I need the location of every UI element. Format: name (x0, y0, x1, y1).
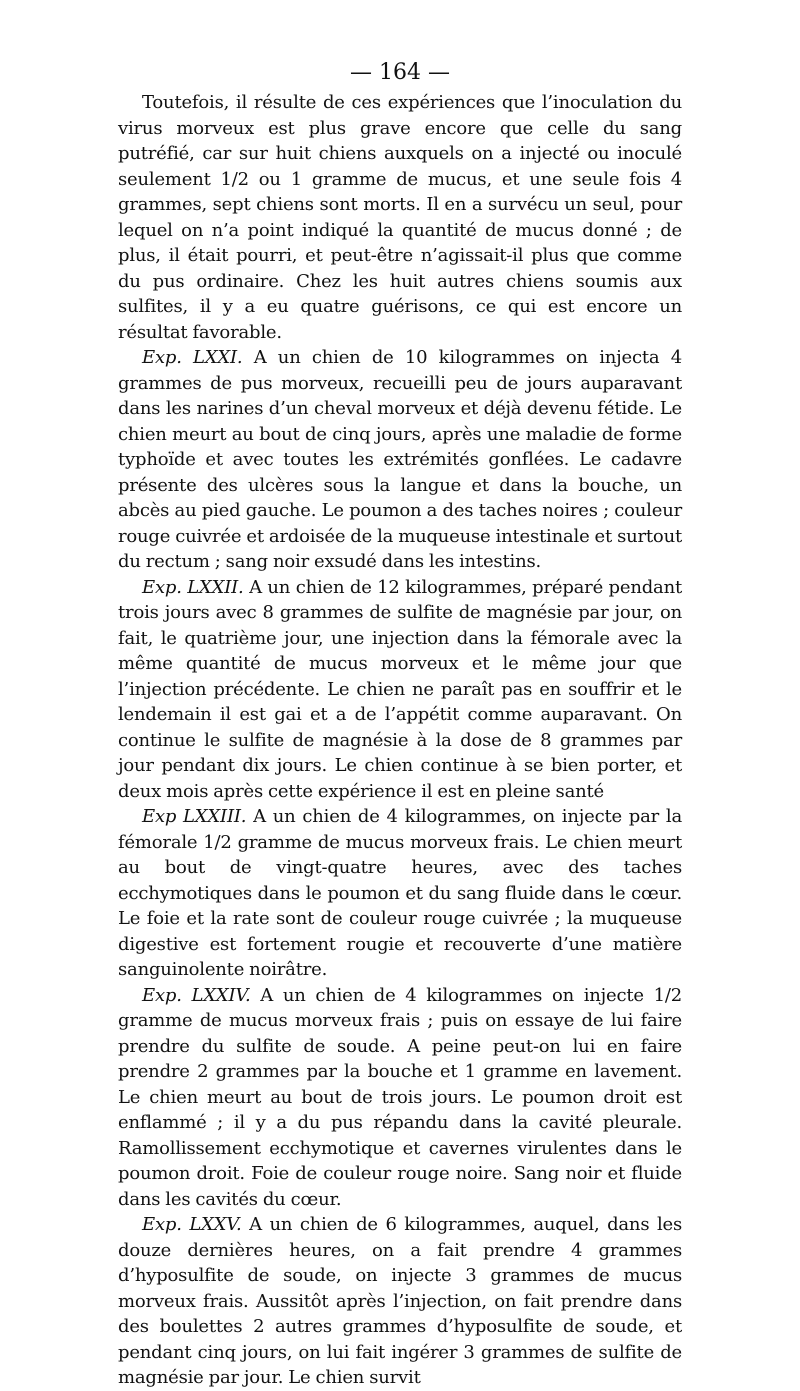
paragraph-text: A un chien de 4 kilogrammes, on injecte par la fémorale 1/2 gramme de mucus morveux frais. Le chien meurt au bout de vingt-quatre heures, avec des taches ecchymotiques dans le poumon et du sang fluide dans le cœur. Le foie et la rate sont de couleur rouge cuivrée ; la muqueuse digestive est fortement rougie et recouverte d’une matière sanguinolente noirâtre. (118, 806, 682, 980)
paragraph-exp-lxxiv (118, 983, 682, 1213)
experiment-label: Exp LXXIII. (142, 806, 247, 827)
paragraph-text: A un chien de 12 kilogrammes, préparé pendant trois jours avec 8 grammes de sulfite de magnésie par jour, on fait, le quatrième jour, une injection dans la fémorale avec la même quantité de mucus morveux et le même jour que l’injection précédente. Le chien ne paraît pas en souffrir et le lendemain il est gai et a de l’appétit comme auparavant. On continue le sulfite de magnésie à la dose de 8 grammes par jour pendant dix jours. Le chien continue à se bien porter, et deux mois après cette expérience il est en pleine santé (118, 576, 682, 802)
paragraph-exp-lxxi (118, 345, 682, 575)
experiment-label: Exp. LXXII. (142, 576, 244, 598)
page-body (118, 90, 682, 1391)
paragraph-text: Toutefois, il résulte de ces expériences que l’inoculation du virus morveux est plus grave encore que celle du sang putréfié, car sur huit chiens auxquels on a injecté ou inoculé seulement 1/2 ou 1 gramme de mucus, et une seule fois 4 grammes, sept chiens sont morts. Il en a survécu un seul, pour lequel on n’a point indiqué la quantité de mucus donné ; de plus, il était pourri, et peut-être n’agissait-il plus que comme du pus ordinaire. Chez les huit autres chiens soumis aux sulfites, il y a eu quatre guérisons, ce qui est encore un résultat favorable. (118, 92, 682, 343)
experiment-label: Exp. LXXIV. (142, 984, 251, 1006)
paragraph-text: A un chien de 4 kilogrammes on injecte 1/2 gramme de mucus morveux frais ; puis on essaye de lui faire prendre du sulfite de soude. A peine peut-on lui en faire prendre 2 grammes par la bouche et 1 gramme en lavement. Le chien meurt au bout de trois jours. Le poumon droit est enflammé ; il y a du pus répandu dans la cavité pleurale. Ramollissement ecchymotique et cavernes virulentes dans le poumon droit. Foie de couleur rouge noire. Sang noir et fluide dans les cavités du cœur. (118, 984, 682, 1210)
experiment-label: Exp. LXXI. (142, 347, 243, 368)
experiment-label: Exp. LXXV. (142, 1214, 242, 1235)
page-number: — 164 — (350, 60, 450, 85)
paragraph-exp-lxxiii (118, 804, 682, 983)
paragraph-exp-lxxv (118, 1212, 682, 1391)
paragraph-text: A un chien de 10 kilogrammes on injecta 4 grammes de pus morveux, recueilli peu de jours auparavant dans les narines d’un cheval morveux et déjà devenu fétide. Le chien meurt au bout de cinq jours, après une maladie de forme typhoïde et avec toutes les extrémités gonflées. Le cadavre présente des ulcères sous la langue et dans la bouche, un abcès au pied gauche. Le poumon a des taches noires ; couleur rouge cuivrée et ardoisée de la muqueuse intestinale et surtout du rectum ; sang noir exsudé dans les intestins. (118, 347, 682, 572)
paragraph-conclusion (118, 90, 682, 345)
paragraph-exp-lxxii (118, 575, 682, 805)
paragraph-text: A un chien de 6 kilogrammes, auquel, dans les douze dernières heures, on a fait prendre 4 grammes d’hyposulfite de soude, on injecte 3 grammes de mucus morveux frais. Aussitôt après l’injection, on fait prendre dans des boulettes 2 autres grammes d’hyposulfite de soude, et pendant cinq jours, on lui fait ingérer 3 grammes de sulfite de magnésie par jour. Le chien survit (118, 1214, 682, 1388)
